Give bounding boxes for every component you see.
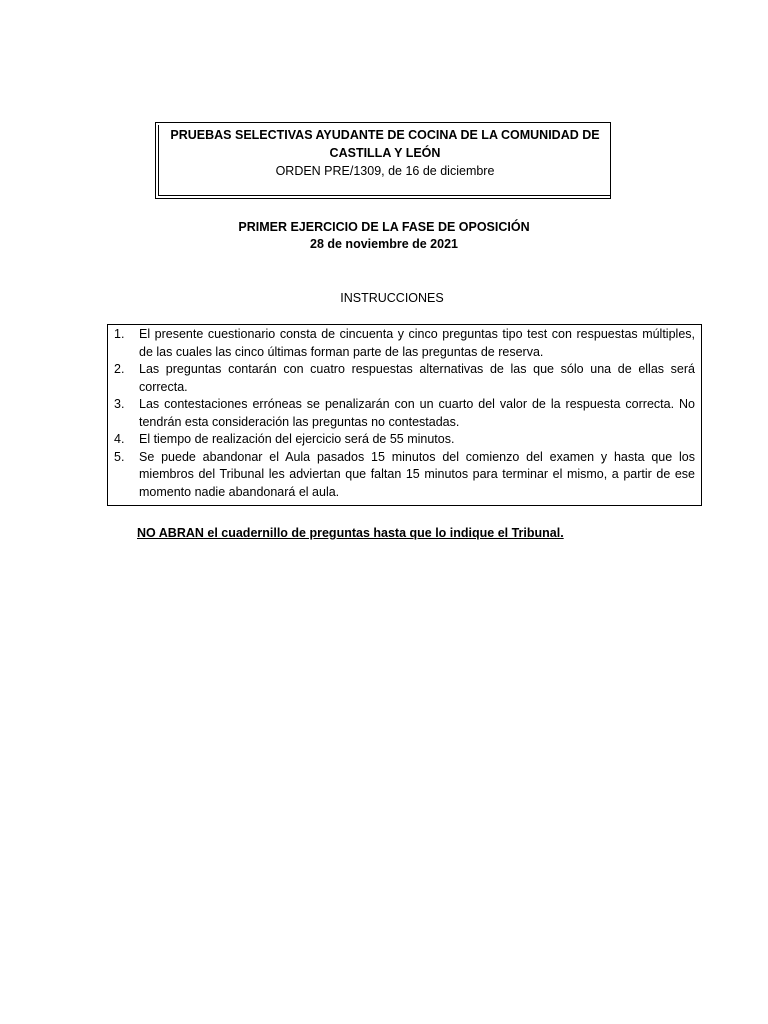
header-text bbox=[164, 126, 606, 180]
instruction-item bbox=[108, 326, 695, 361]
instructions-list bbox=[108, 326, 695, 501]
instruction-text: El tiempo de realización del ejercicio será de 55 minutos. bbox=[139, 432, 455, 446]
instruction-number: 2. bbox=[114, 362, 125, 376]
exercise-title: PRIMER EJERCICIO DE LA FASE DE OPOSICIÓN bbox=[238, 220, 530, 234]
instruction-item bbox=[108, 361, 695, 396]
instruction-number: 3. bbox=[114, 397, 125, 411]
header-box bbox=[155, 122, 611, 199]
instruction-number: 1. bbox=[114, 327, 125, 341]
instruction-text: Se puede abandonar el Aula pasados 15 minutos del comienzo del examen y hasta que los miembros del Tribunal les adviertan que faltan 15 minutos para terminar el mismo, a partir de ese momento nadie abandonará el aula. bbox=[139, 449, 695, 499]
instructions-box bbox=[107, 324, 702, 506]
exercise-date: 28 de noviembre de 2021 bbox=[310, 237, 458, 251]
header-order: ORDEN PRE/1309, de 16 de diciembre bbox=[275, 164, 495, 178]
header-title-line2: CASTILLA Y LEÓN bbox=[329, 146, 441, 160]
instruction-item bbox=[108, 431, 695, 449]
instructions-heading: INSTRUCCIONES bbox=[340, 291, 444, 305]
instruction-text: Las preguntas contarán con cuatro respuestas alternativas de las que sólo una de ellas será correcta. bbox=[139, 362, 695, 394]
exercise-heading bbox=[150, 219, 618, 253]
instruction-number: 4. bbox=[114, 432, 125, 446]
instruction-item bbox=[108, 396, 695, 431]
instruction-text: Las contestaciones erróneas se penalizarán con un cuarto del valor de la respuesta correcta. No tendrán esta consideración las preguntas no contestadas. bbox=[139, 397, 695, 429]
header-title-line1: PRUEBAS SELECTIVAS AYUDANTE DE COCINA DE LA COMUNIDAD DE bbox=[170, 128, 600, 142]
instruction-item bbox=[108, 449, 695, 502]
warning-notice: NO ABRAN el cuadernillo de preguntas hasta que lo indique el Tribunal. bbox=[137, 526, 564, 540]
instruction-number: 5. bbox=[114, 449, 125, 464]
instruction-text: El presente cuestionario consta de cincuenta y cinco preguntas tipo test con respuestas múltiples, de las cuales las cinco últimas forman parte de las preguntas de reserva. bbox=[139, 327, 695, 359]
